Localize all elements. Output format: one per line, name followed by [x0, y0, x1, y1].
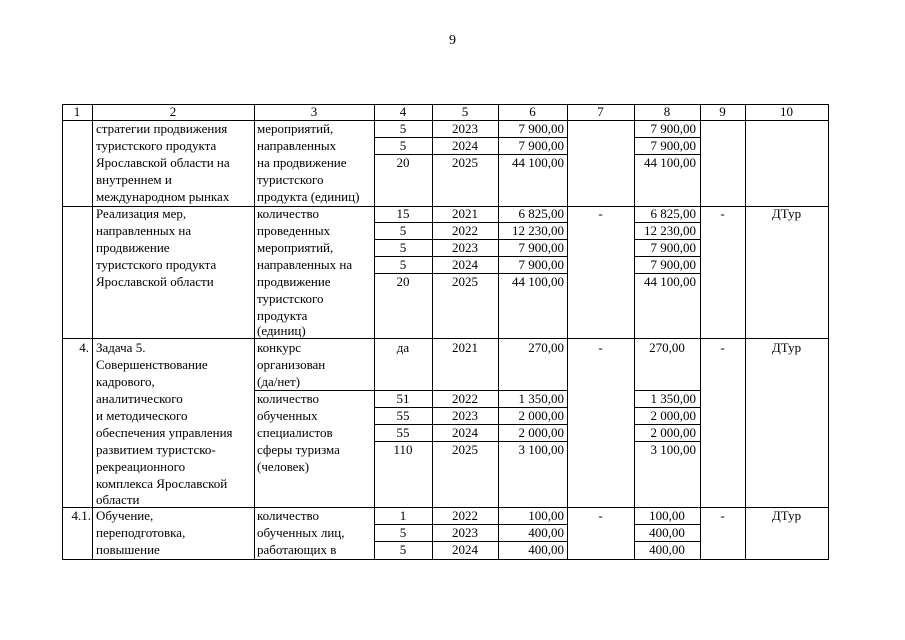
column-divider — [254, 104, 255, 560]
indicator-line: сферы туризма — [257, 442, 340, 457]
indicator-line: туристского — [257, 172, 324, 187]
task-description-line: переподготовка, — [96, 525, 186, 540]
year: 2022 — [452, 508, 478, 523]
target-value: 55 — [396, 425, 410, 440]
task-description-line: туристского продукта — [96, 138, 217, 153]
column-divider — [567, 104, 568, 560]
table-border-bottom — [62, 559, 829, 560]
regional-amount: 400,00 — [649, 525, 685, 540]
indicator-line: (человек) — [257, 459, 310, 474]
task-description-line: и методического — [96, 408, 188, 423]
indicator-line: количество — [257, 391, 320, 406]
year: 2023 — [452, 121, 478, 136]
task-description-line: Совершенствование — [96, 357, 208, 372]
task-description-line: развитием туристско- — [96, 442, 216, 457]
total-amount: 7 900,00 — [518, 240, 564, 255]
task-description-line: обеспечения управления — [96, 425, 233, 440]
header-col-1: 1 — [73, 104, 81, 119]
total-amount: 6 825,00 — [518, 206, 564, 221]
target-value: 110 — [393, 442, 413, 457]
data-table — [62, 104, 829, 560]
task-description-line: внутреннем и — [96, 172, 172, 187]
target-value: да — [396, 340, 410, 355]
task-description-line: рекреационного — [96, 459, 186, 474]
indicator-line: конкурс — [257, 340, 302, 355]
target-value: 1 — [399, 508, 407, 523]
indicator-line: туристского — [257, 291, 324, 306]
task-description-line: туристского продукта — [96, 257, 217, 272]
year: 2022 — [452, 223, 478, 238]
indicator-line: работающих в — [257, 542, 337, 557]
executor: ДТур — [771, 340, 802, 355]
year: 2025 — [452, 274, 478, 289]
regional-amount: 7 900,00 — [650, 240, 696, 255]
column-divider — [374, 104, 375, 560]
header-col-8: 8 — [663, 104, 671, 119]
task-description-line: области — [96, 492, 140, 507]
indicator-line: специалистов — [257, 425, 333, 440]
row-number: 4. — [79, 340, 89, 355]
total-amount: 1 350,00 — [518, 391, 564, 406]
target-value: 5 — [399, 240, 407, 255]
total-amount: 44 100,00 — [512, 155, 564, 170]
indicator-line: мероприятий, — [257, 121, 334, 136]
regional-amount: 12 230,00 — [644, 223, 696, 238]
total-amount: 100,00 — [528, 508, 564, 523]
regional-amount: 2 000,00 — [650, 408, 696, 423]
header-col-2: 2 — [169, 104, 177, 119]
indicator-line: количество — [257, 206, 320, 221]
column-divider — [745, 104, 746, 560]
indicator-line: обученных — [257, 408, 318, 423]
header-col-9: 9 — [719, 104, 726, 119]
total-amount: 270,00 — [528, 340, 564, 355]
regional-amount: 100,00 — [649, 508, 685, 523]
executor: ДТур — [771, 508, 802, 523]
indicator-line: (да/нет) — [257, 374, 301, 389]
total-amount: 3 100,00 — [518, 442, 564, 457]
target-value: 5 — [399, 138, 407, 153]
year: 2024 — [452, 425, 478, 440]
task-description-line: кадрового, — [96, 374, 155, 389]
column-divider — [634, 104, 635, 560]
header-col-4: 4 — [399, 104, 407, 119]
task-description-line: Обучение, — [96, 508, 154, 523]
year: 2023 — [452, 408, 478, 423]
regional-amount: 44 100,00 — [644, 274, 696, 289]
regional-amount: 7 900,00 — [650, 138, 696, 153]
year: 2021 — [452, 340, 478, 355]
task-description-line: Ярославской области на — [96, 155, 230, 170]
year: 2023 — [452, 240, 478, 255]
total-amount: 7 900,00 — [518, 121, 564, 136]
regional-amount: 400,00 — [649, 542, 685, 557]
year: 2023 — [452, 525, 478, 540]
total-amount: 7 900,00 — [518, 138, 564, 153]
target-value: 5 — [399, 121, 407, 136]
total-amount: 400,00 — [528, 542, 564, 557]
year: 2021 — [452, 206, 478, 221]
task-description-line: стратегии продвижения — [96, 121, 228, 136]
row-number: 4.1. — [71, 508, 91, 523]
year: 2024 — [452, 138, 478, 153]
header-col-5: 5 — [461, 104, 469, 119]
row-divider — [62, 338, 829, 339]
table-border-left — [62, 104, 63, 560]
regional-amount: 270,00 — [649, 340, 685, 355]
year: 2022 — [452, 391, 478, 406]
year: 2025 — [452, 155, 478, 170]
total-amount: 2 000,00 — [518, 425, 564, 440]
header-col-6: 6 — [529, 104, 536, 119]
indicator-line: продвижение — [257, 274, 331, 289]
other-sources: - — [720, 508, 725, 523]
header-col-3: 3 — [310, 104, 318, 119]
regional-amount: 7 900,00 — [650, 121, 696, 136]
indicator-line: на продвижение — [257, 155, 347, 170]
regional-amount: 44 100,00 — [644, 155, 696, 170]
task-description-line: Задача 5. — [96, 340, 146, 355]
indicator-line: (единиц) — [257, 323, 306, 338]
column-divider — [92, 104, 93, 560]
federal-amount: - — [598, 206, 603, 221]
indicator-line: организован — [257, 357, 326, 372]
target-value: 5 — [399, 223, 407, 238]
target-value: 5 — [399, 542, 407, 557]
indicator-line: продукта (единиц) — [257, 189, 360, 204]
target-value: 5 — [399, 257, 407, 272]
year: 2024 — [452, 542, 478, 557]
indicator-line: количество — [257, 508, 320, 523]
header-col-10: 10 — [780, 104, 793, 119]
task-description-line: повышение — [96, 542, 160, 557]
federal-amount: - — [598, 508, 603, 523]
column-divider — [498, 104, 499, 560]
indicator-line: продукта — [257, 308, 308, 323]
column-divider — [432, 104, 433, 560]
task-description-line: направленных на — [96, 223, 192, 238]
target-value: 55 — [396, 408, 410, 423]
year: 2024 — [452, 257, 478, 272]
target-value: 51 — [396, 391, 410, 406]
target-value: 15 — [396, 206, 410, 221]
regional-amount: 3 100,00 — [650, 442, 696, 457]
total-amount: 2 000,00 — [518, 408, 564, 423]
target-value: 5 — [399, 525, 407, 540]
total-amount: 44 100,00 — [512, 274, 564, 289]
indicator-line: обученных лиц, — [257, 525, 345, 540]
total-amount: 12 230,00 — [512, 223, 564, 238]
indicator-line: направленных на — [257, 257, 353, 272]
regional-amount: 2 000,00 — [650, 425, 696, 440]
other-sources: - — [720, 206, 725, 221]
header-col-7: 7 — [597, 104, 604, 119]
task-description-line: аналитического — [96, 391, 183, 406]
table-border-right — [828, 104, 829, 560]
indicator-line: мероприятий, — [257, 240, 334, 255]
target-value: 20 — [396, 274, 410, 289]
indicator-line: направленных — [257, 138, 337, 153]
executor: ДТур — [771, 206, 802, 221]
year: 2025 — [452, 442, 478, 457]
task-description-line: комплекса Ярославской — [96, 476, 228, 491]
federal-amount: - — [598, 340, 603, 355]
regional-amount: 7 900,00 — [650, 257, 696, 272]
task-description-line: Реализация мер, — [96, 206, 187, 221]
regional-amount: 1 350,00 — [650, 391, 696, 406]
regional-amount: 6 825,00 — [650, 206, 696, 221]
total-amount: 400,00 — [528, 525, 564, 540]
task-description-line: Ярославской области — [96, 274, 214, 289]
column-divider — [700, 104, 701, 560]
target-value: 20 — [396, 155, 410, 170]
other-sources: - — [720, 340, 725, 355]
page-number: 9 — [449, 33, 456, 48]
task-description-line: международном рынках — [96, 189, 230, 204]
task-description-line: продвижение — [96, 240, 170, 255]
indicator-line: проведенных — [257, 223, 331, 238]
total-amount: 7 900,00 — [518, 257, 564, 272]
